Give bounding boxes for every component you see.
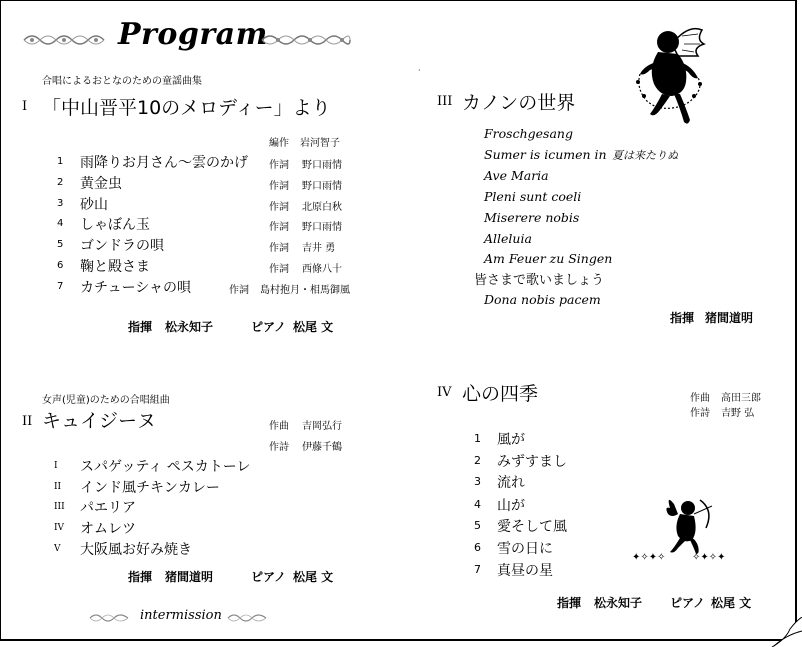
program-title: Program bbox=[118, 17, 268, 52]
movement-title: オムレツ bbox=[80, 521, 136, 537]
lyricist-name: 西條八十 bbox=[302, 264, 342, 275]
section2-lyricist: 伊藤千鶴 bbox=[302, 442, 342, 453]
movement-title: インド風チキンカレー bbox=[80, 480, 220, 496]
movement-number: IV bbox=[54, 523, 65, 533]
section1-piano-label: ピアノ bbox=[251, 320, 287, 334]
canon-title: 皆さまで歌いましょう bbox=[474, 273, 605, 288]
canon-title: Am Feuer zu Singen bbox=[484, 251, 613, 266]
lyricist-name: 野口雨情 bbox=[302, 222, 342, 233]
song-number: 6 bbox=[474, 541, 481, 554]
section2-conductor-label: 指揮 bbox=[128, 570, 153, 584]
section3-number: III bbox=[437, 94, 453, 109]
flourish-intermission-left-icon bbox=[88, 612, 130, 624]
cherub-silhouette-icon bbox=[632, 22, 718, 130]
lyricist-role: 作詞 bbox=[269, 264, 289, 275]
section1-pianist: 松尾 文 bbox=[293, 320, 334, 334]
section3-conductor: 猪間道明 bbox=[705, 311, 754, 325]
canon-title: Froschgesang bbox=[484, 126, 573, 141]
section2-lyricist-role: 作詩 bbox=[269, 442, 289, 453]
song-title: 風が bbox=[497, 432, 525, 448]
song-number: 3 bbox=[474, 475, 481, 488]
movement-title: スパゲッティ ペスカトーレ bbox=[80, 459, 251, 475]
song-title: みずすまし bbox=[497, 454, 567, 470]
flourish-intermission-right-icon bbox=[226, 612, 268, 624]
song-title: ゴンドラの唄 bbox=[80, 238, 164, 254]
section1-arranger: 岩河智子 bbox=[300, 138, 340, 149]
section4-piano-label: ピアノ bbox=[670, 596, 706, 610]
song-title: 真昼の星 bbox=[497, 563, 553, 579]
song-title: 砂山 bbox=[80, 197, 108, 213]
song-number: 4 bbox=[474, 498, 481, 511]
song-title: 鞠と殿さま bbox=[80, 259, 150, 275]
svg-text:✧✦✧✦: ✧✦✧✦ bbox=[692, 552, 726, 563]
section3-title: カノンの世界 bbox=[462, 92, 576, 114]
canon-title: Dona nobis pacem bbox=[484, 292, 601, 307]
canon-subtitle: 夏は来たりぬ bbox=[612, 149, 678, 162]
section4-pianist: 松尾 文 bbox=[711, 596, 752, 610]
song-title: 雨降りお月さん～雲のかげ bbox=[80, 155, 248, 171]
lyricist-role: 作詞 bbox=[269, 181, 289, 192]
section1-number: I bbox=[22, 99, 28, 114]
section2-number: II bbox=[22, 414, 33, 429]
lyricist-name: 野口雨情 bbox=[302, 160, 342, 171]
section4-composer: 高田三郎 bbox=[721, 393, 761, 404]
flourish-right-icon bbox=[260, 32, 352, 48]
stray-mark: · bbox=[418, 66, 421, 75]
section1-subtitle: 合唱によるおとなのための童謡曲集 bbox=[42, 76, 202, 87]
section4-lyricist-role: 作詩 bbox=[690, 408, 710, 419]
lyricist-role: 作詞 bbox=[269, 202, 289, 213]
song-title: しゃぼん玉 bbox=[80, 217, 150, 233]
section2-title: キュイジーヌ bbox=[42, 410, 157, 432]
song-title: 雪の日に bbox=[497, 541, 553, 557]
movement-number: I bbox=[54, 461, 58, 471]
lyricist-role: 作詞 bbox=[269, 243, 289, 254]
song-title: カチューシャの唄 bbox=[80, 280, 192, 296]
canon-title: Ave Maria bbox=[484, 168, 549, 183]
song-title: 山が bbox=[497, 498, 525, 514]
song-number: 3 bbox=[57, 198, 64, 209]
intermission-label: intermission bbox=[140, 608, 222, 623]
movement-title: パエリア bbox=[80, 500, 136, 516]
movement-title: 大阪風お好み焼き bbox=[80, 542, 192, 558]
movement-number: III bbox=[54, 502, 65, 512]
song-title: 愛そして風 bbox=[497, 519, 567, 535]
section4-conductor-label: 指揮 bbox=[557, 596, 582, 610]
section2-piano-label: ピアノ bbox=[251, 570, 287, 584]
section4-number: IV bbox=[437, 385, 452, 400]
song-title: 流れ bbox=[497, 475, 525, 491]
song-number: 6 bbox=[57, 260, 64, 271]
section1-title: 「中山晋平10のメロディー」より bbox=[42, 97, 331, 119]
lyricist-role: 作詞 bbox=[269, 222, 289, 233]
canon-title: Sumer is icumen in bbox=[484, 147, 607, 162]
section4-title: 心の四季 bbox=[462, 383, 539, 405]
lyricist-role: 作詞 bbox=[229, 285, 249, 296]
song-number: 7 bbox=[474, 563, 481, 576]
movement-number: V bbox=[54, 544, 61, 554]
song-number: 5 bbox=[57, 239, 64, 250]
cupid-silhouette-icon bbox=[630, 494, 742, 566]
flourish-left-icon bbox=[22, 32, 106, 48]
section4-composer-role: 作曲 bbox=[690, 393, 710, 404]
section3-conductor-label: 指揮 bbox=[670, 311, 695, 325]
song-number: 1 bbox=[57, 156, 64, 167]
lyricist-name: 野口雨情 bbox=[302, 181, 342, 192]
section4-conductor: 松永知子 bbox=[594, 596, 643, 610]
canon-title: Miserere nobis bbox=[484, 210, 580, 225]
canon-title: Alleluia bbox=[484, 231, 532, 246]
svg-text:✦✧✦✧: ✦✧✦✧ bbox=[632, 552, 666, 563]
section2-composer-role: 作曲 bbox=[269, 421, 289, 432]
lyricist-name: 北原白秋 bbox=[302, 202, 342, 213]
page-curl-icon bbox=[766, 617, 802, 647]
song-number: 7 bbox=[57, 281, 64, 292]
canon-title: Pleni sunt coeli bbox=[484, 189, 582, 204]
song-title: 黄金虫 bbox=[80, 176, 122, 192]
section2-subtitle: 女声(児童)のための合唱組曲 bbox=[42, 395, 170, 406]
section1-arranger-role: 編作 bbox=[269, 138, 289, 149]
lyricist-name: 吉井 勇 bbox=[302, 243, 336, 254]
section1-conductor: 松永知子 bbox=[165, 320, 214, 334]
song-number: 2 bbox=[474, 454, 481, 467]
section1-conductor-label: 指揮 bbox=[128, 320, 153, 334]
song-number: 5 bbox=[474, 519, 481, 532]
lyricist-name: 島村抱月・相馬御風 bbox=[260, 285, 350, 296]
section2-pianist: 松尾 文 bbox=[293, 570, 334, 584]
song-number: 2 bbox=[57, 177, 64, 188]
section4-lyricist: 吉野 弘 bbox=[721, 408, 755, 419]
song-number: 4 bbox=[57, 218, 64, 229]
song-number: 1 bbox=[474, 432, 481, 445]
movement-number: II bbox=[54, 482, 62, 492]
section2-composer: 吉岡弘行 bbox=[302, 421, 342, 432]
section2-conductor: 猪間道明 bbox=[165, 570, 214, 584]
lyricist-role: 作詞 bbox=[269, 160, 289, 171]
